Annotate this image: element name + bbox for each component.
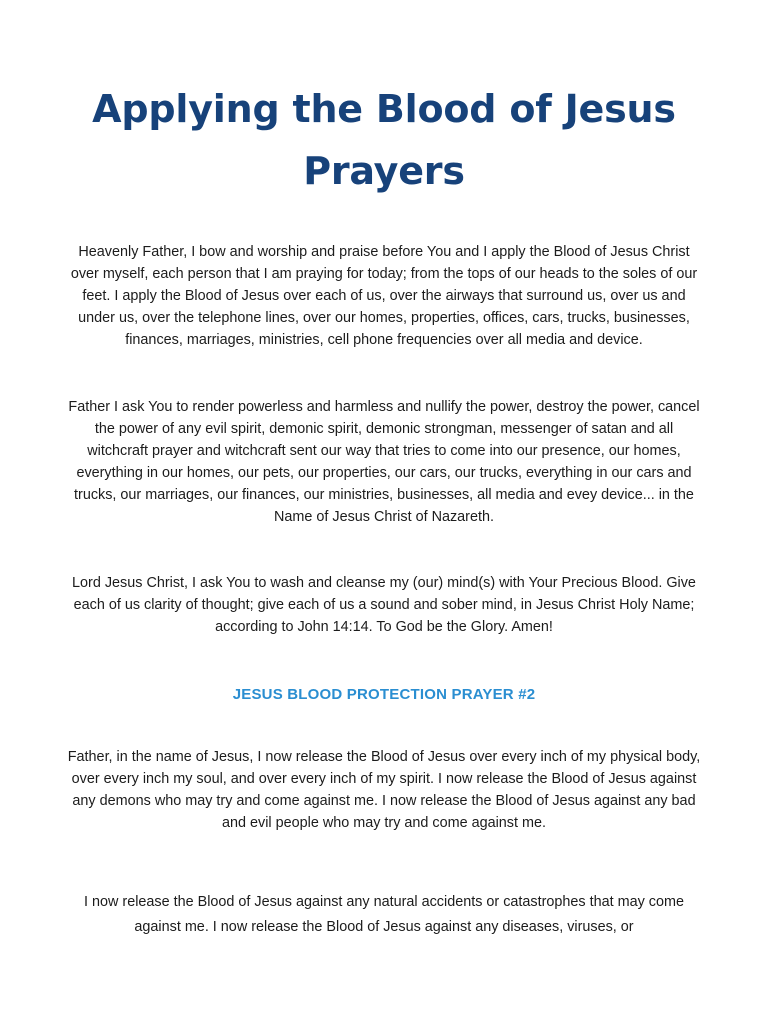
paragraph-natural-accidents: I now release the Blood of Jesus against any natural accidents or catastrophes that may come against me. I now release the Blood of Jesus against any diseases, viruses, or [84, 894, 684, 935]
paragraph-render-powerless: Father I ask You to render powerless and harmless and nullify the power, destroy the power, cancel the power of any evil spirit, demonic spirit, demonic strongman, messenger of satan and all witchcraft prayer and witchcraft sent our way that tries to come into our presence, our homes, everything in our homes, our pets, our properties, our cars, our trucks, everything in our cars and trucks, our marriages, our finances, our ministries, businesses, all media and evey device... in the Name of Jesus Christ of Nazareth. [68, 399, 700, 525]
paragraph-wash-and-cleanse: Lord Jesus Christ, I ask You to wash and cleanse my (our) mind(s) with Your Precious Blood. Give each of us clarity of thought; give each of us a sound and sober mind, in Jesus Christ Holy Name; according to John 14:14. To God be the Glory. Amen! [72, 575, 696, 635]
document-title: Applying the Blood of Jesus Prayers [92, 87, 676, 193]
paragraph-release-blood: Father, in the name of Jesus, I now release the Blood of Jesus over every inch of my physical body, over every inch my soul, and over every inch of my spirit. I now release the Blood of Jesus against any demons who may try and come against me. I now release the Blood of Jesus against any bad and evil people who may try and come against me. [67, 749, 701, 831]
paragraph-heavenly-father: Heavenly Father, I bow and worship and praise before You and I apply the Blood of Jesus Christ over myself, each person that I am praying for today; from the tops of our heads to the soles of our feet. I apply the Blood of Jesus over each of us, over the airways that surround us, over us and under us, over the telephone lines, over our homes, properties, offices, cars, trucks, businesses, finances, marriages, ministries, cell phone frequencies over all media and device. [70, 244, 698, 348]
section-heading-prayer-2: JESUS BLOOD PROTECTION PRAYER #2 [232, 686, 536, 703]
